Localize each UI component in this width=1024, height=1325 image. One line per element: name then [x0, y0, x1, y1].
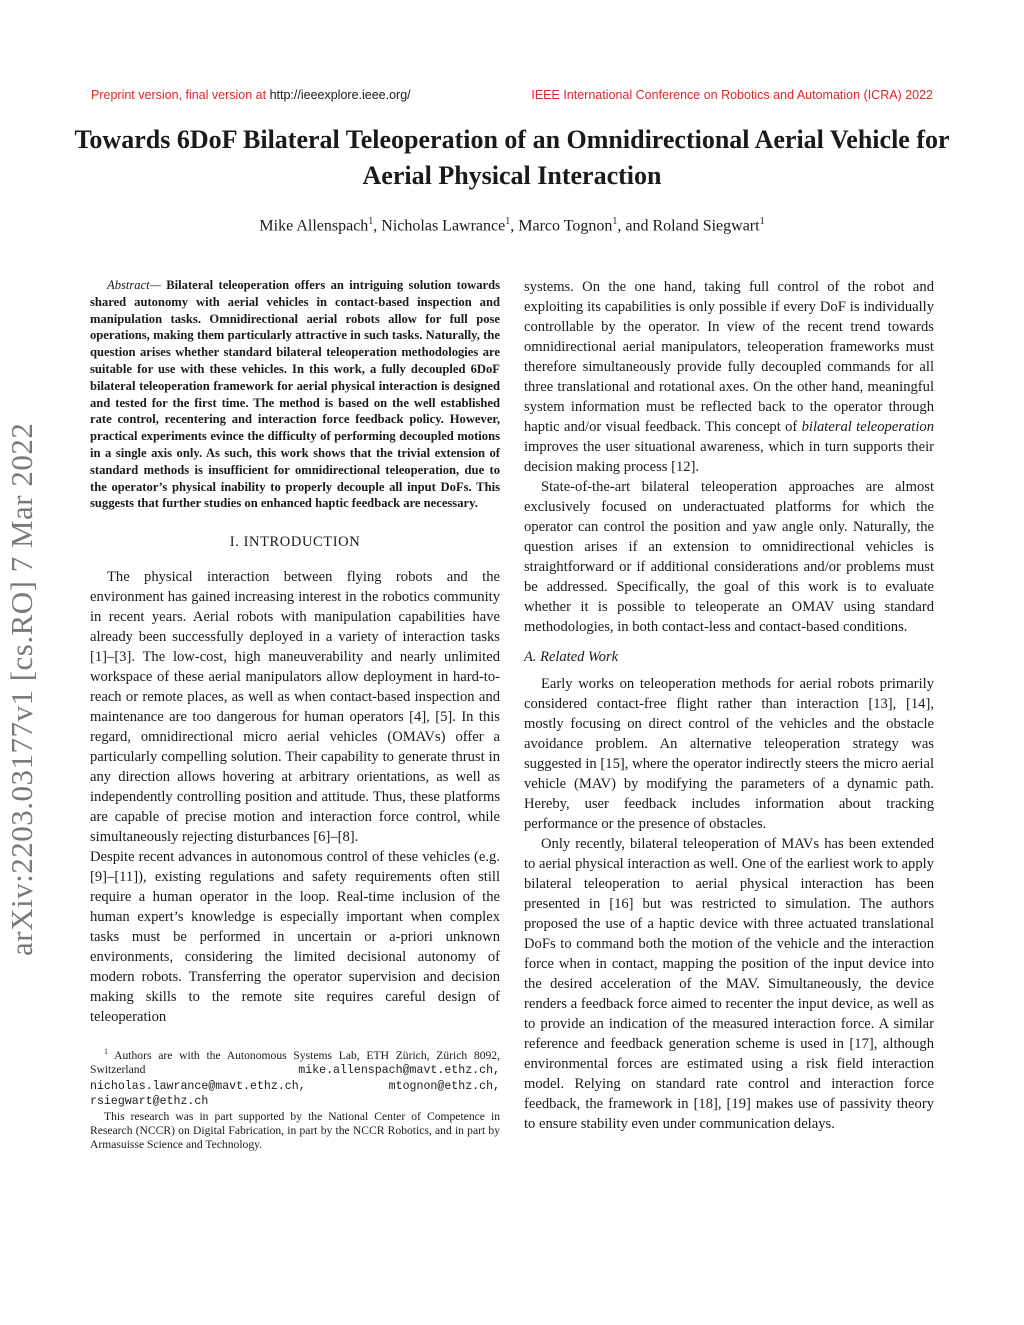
abstract [90, 277, 500, 512]
author-name: Mike Allenspach [259, 217, 369, 235]
author-affiliation-mark: 1 [368, 216, 374, 227]
section-heading-introduction: I. INTRODUCTION [229, 534, 361, 551]
affiliation-text: Authors are with the Autonomous Systems Lab, ETH Zürich, Zürich 8092, Switzerland [90, 1049, 500, 1077]
author-separator: , and [617, 217, 653, 235]
subsection-heading-related-work: A. Related Work [524, 649, 619, 665]
paper-title: Towards 6DoF Bilateral Teleoperation of an Omnidirectional Aerial Vehicle for Aerial Physical Interaction [74, 125, 950, 190]
intro-text: systems. On the one hand, taking full control of the robot and exploiting its capabilities is only possible if every DoF is individually controllable by the operator. In view of the recent trend towards omnidirectional aerial manipulators, teleoperation frameworks must therefore simultaneously provide fully decoupled commands for all three translational and rotational axes. On the other hand, meaningful system information must be reflected back to the operator through haptic and/or visual feedback. This concept of [524, 279, 934, 435]
author-list [60, 216, 964, 235]
left-column [90, 277, 500, 1153]
intro-emphasis: bilateral teleoperation [801, 419, 934, 435]
footnote-marker: 1 [104, 1047, 108, 1057]
author-affiliation-mark: 1 [612, 216, 618, 227]
preprint-label: Preprint version, final version at [91, 88, 267, 102]
related-work-paragraph: Only recently, bilateral teleoperation of MAVs has been extended to aerial physical interaction as well. One of the earliest work to apply bilateral teleoperation to aerial physical interaction has been presented in [16] but was restricted to simulation. The authors proposed the use of a haptic device with three actuated translational DoFs to command both the motion of the vehicle and the interaction force when in contact, mapping the position of the input device into the desired acceleration of the MAV. Simultaneously, the device renders a feedback force aimed to recenter the input device, as well as to provide an indication of the measured interaction force. A similar reference and feedback generation scheme is used in [17], although environmental forces are estimated using a risk field interaction model. Relying on standard rate control and interaction force feedback, the framework in [18], [19] makes use of passivity theory to ensure stability even under communication delays. [524, 836, 934, 1132]
intro-paragraph: Despite recent advances in autonomous control of these vehicles (e.g. [9]–[11]), existing regulations and safety requirements often still require a human operator in the loop. Real-time inclusion of the human expert’s knowledge is especially important when complex tasks must be performed in uncertain or a-priori unknown environments, considering the limited decisional autonomy of modern robots. Transferring the operator supervision and decision making skills to the remote site requires careful design of teleoperation [90, 849, 500, 1026]
intro-text: improves the user situational awareness, which in turn supports their decision making process [12]. [524, 439, 934, 475]
author-separator: , [510, 217, 519, 235]
intro-paragraph [524, 277, 934, 477]
preprint-url-link[interactable]: http://ieeexplore.ieee.org/ [269, 88, 411, 102]
author-affiliation-mark: 1 [759, 216, 765, 227]
arxiv-identifier-stamp: arXiv:2203.03177v1 [cs.RO] 7 Mar 2022 [4, 422, 39, 956]
right-column [524, 277, 934, 1134]
intro-paragraph: State-of-the-art bilateral teleoperation approaches are almost exclusively focused on underactuated platforms for which the operator can control the position and yaw angle only. Naturally, the question arises if an extension to omnidirectional vehicles is straightforward or if additional considerations and/or problems must be addressed. Specifically, the goal of this work is to evaluate whether it is possible to teleoperate an OMAV using standard methodologies, in both contact-less and contact-based conditions. [524, 479, 934, 635]
abstract-label: Abstract [107, 278, 150, 292]
author-separator: , [373, 217, 382, 235]
related-work-paragraph: Early works on teleoperation methods for aerial robots primarily considered contact-free flight rather than interaction [13], [14], mostly focusing on direct control of the vehicles and the obstacle avoidance problem. An alternative teleoperation strategy was suggested in [15], where the operator indirectly steers the micro aerial vehicle (MAV) by modifying the parameters of a dynamic path. Hereby, user feedback includes information about tracking performance or the presence of obstacles. [524, 676, 934, 832]
abstract-dash: — [149, 278, 167, 292]
author-emails: mike.allenspach@mavt.ethz.ch, nicholas.lawrance@mavt.ethz.ch, mtognon@ethz.ch, rsiegwart@ethz.ch [90, 1064, 500, 1109]
author-affiliation-mark: 1 [505, 216, 511, 227]
affiliation-footnote [90, 1045, 500, 1109]
author-name: Nicholas Lawrance [381, 217, 506, 235]
funding-footnote: This research was in part supported by the National Center of Competence in Research (NCCR) on Digital Fabrication, in part by the NCCR Robotics, and in part by Armasuisse Science and Technology. [90, 1109, 500, 1152]
author-name: Marco Tognon [518, 217, 613, 235]
author-name: Roland Siegwart [652, 217, 760, 235]
intro-paragraph: The physical interaction between flying robots and the environment has gained increasing interest in the robotics community in recent years. Aerial robots with manipulation capabilities have already been successfully deployed in a variety of interaction tasks [1]–[3]. The low-cost, high maneuverability and nearly unlimited workspace of these aerial manipulators allow deployment in hard-to-reach or remote places, as well as when contact-based inspection and maintenance are too dangerous for human operators [4], [5]. In this regard, omnidirectional micro aerial vehicles (OMAVs) offer a particularly compelling solution. Their capability to generate thrust in any direction allows hovering at arbitrary orientations, as well as independently controlling position and attitude. Thus, these platforms are capable of precise motion and interaction force control, while simultaneously rejecting disturbances [6]–[8]. [90, 569, 500, 846]
preprint-notice [91, 88, 411, 102]
abstract-text: Bilateral teleoperation offers an intriguing solution towards shared autonomy with aerial vehicles in contact-based inspection and manipulation tasks. Omnidirectional aerial robots allow for full pose operations, making them particularly attractive in such tasks. Naturally, the question arises whether standard bilateral teleoperation methodologies are suitable for use with these vehicles. In this work, a fully decoupled 6DoF bilateral teleoperation framework for aerial physical interaction is designed and tested for the first time. The method is based on the well established rate control, recentering and interaction force feedback policy. However, practical experiments evince the difficulty of performing decoupled motions in a single axis only. As such, this work shows that the trivial extension of standard methods is insufficient for omnidirectional teleoperation, due to the operator’s physical inability to properly decouple all input DoFs. This suggests that further studies on enhanced haptic feedback are necessary. [90, 278, 500, 511]
conference-name: IEEE International Conference on Robotics and Automation (ICRA) 2022 [531, 88, 933, 102]
